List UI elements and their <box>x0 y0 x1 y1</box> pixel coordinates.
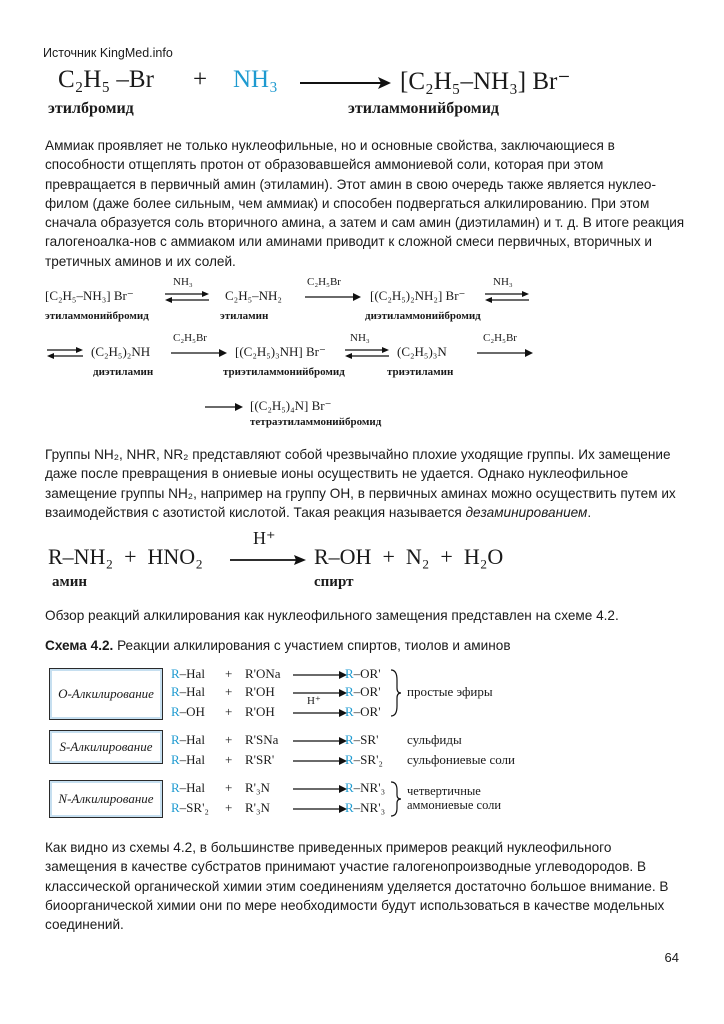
reaction-arrow <box>291 756 349 766</box>
s-alkylation-label: S-Алкилирование <box>59 739 153 754</box>
o-row1-reagent: R'ONa <box>245 666 281 681</box>
o-row2-plus: + <box>225 684 233 699</box>
n-row2-sub: –SR'₂ <box>179 800 209 815</box>
o-row3-pr: R <box>345 704 354 719</box>
n-row2-pr: R <box>345 800 354 815</box>
chain-r3-label: тетраэтиламмонийбромид <box>250 416 382 428</box>
chain-r2-c1: (C₂H₅)₂NH <box>91 344 151 359</box>
paragraph-1: Аммиак проявляет не только нуклеофильные, но и основные свойства, заключающиеся в способности отщеплять протон от образовавшейся аммониевой соли, которая при этом превращается в первичный амин (этиламин). Этот амин в свою очередь также является нуклео-филом (даже более сильным, чем аммиак) и способен подвергаться алкилированию. При этом сначала образуется соль вторичного амина, а затем и сам амин (диэтиламин) и т. д. В итоге реакция галогеноалка-нов с аммиаком или аминами приводит к сложной смеси первичных, вторичных и третичных аминов и их солей. <box>45 138 685 269</box>
equation-1 <box>48 62 648 124</box>
equation-2 <box>48 528 568 596</box>
chain-r2-reagent2: NH₃ <box>350 332 370 344</box>
eq1-label1: этилбромид <box>48 100 134 117</box>
chain-r1-c2: C₂H₅–NH₂ <box>225 288 282 303</box>
o-row2-reagent: R'OH <box>245 684 275 699</box>
eq2-label-amine: амин <box>52 574 88 590</box>
s-row1-product: –SR' <box>353 732 379 747</box>
source-line: Источник KingMed.info <box>43 46 173 60</box>
equilibrium-arrow <box>483 290 531 304</box>
n-alkylation-label: N-Алкилирование <box>58 791 154 806</box>
paragraph-4: Как видно из схемы 4.2, в большинстве приведенных примеров реакций нуклеофильного замещения в качестве субстратов принимают участие галогенопроизводные углеводородов. В классической органической химии этим соединениям уделяется достаточно большое внимание. В биоорганической химии они по мере необходимости будут использоваться в качестве модельных соединений. <box>45 840 669 933</box>
eq2-left: R–NH₂ + HNO₂ <box>48 544 203 569</box>
n-row2-product: –NR'₃ <box>353 800 386 815</box>
o-row3-catalyst: H⁺ <box>307 695 321 707</box>
chain-r1-label2: этиламин <box>220 310 269 322</box>
s-row2-r: R <box>171 752 180 767</box>
s-row2-sub: –Hal <box>179 752 205 767</box>
s-row2-product: –SR'₂ <box>353 752 383 767</box>
paragraph-2 <box>45 445 685 522</box>
o-row3-reagent: R'OH <box>245 704 275 719</box>
n-row1-product: –NR'₃ <box>353 780 386 795</box>
reaction-arrow <box>475 348 535 358</box>
equilibrium-arrow <box>163 290 211 304</box>
curly-brace <box>389 780 403 818</box>
n-row1-plus: + <box>225 780 233 795</box>
s-row1-sub: –Hal <box>179 732 205 747</box>
eq1-reactant2: NH₃ <box>233 66 278 93</box>
s-row2-reagent: R'SR' <box>245 752 275 767</box>
alkylation-chain-scheme <box>45 276 685 430</box>
o-alkylation-label: О-Алкилирование <box>58 686 154 701</box>
s-alkylation-box <box>49 730 163 764</box>
o-row1-pr: R <box>345 666 354 681</box>
s-row1-reagent: R'SNa <box>245 732 279 747</box>
n-row1-r: R <box>171 780 180 795</box>
curly-brace <box>389 668 403 718</box>
n-row1-pr: R <box>345 780 354 795</box>
reaction-arrow <box>169 348 229 358</box>
o-alkylation-box <box>49 668 163 720</box>
n-row2-plus: + <box>225 800 233 815</box>
paragraph-2-end: . <box>587 504 592 520</box>
n-alkylation-box <box>49 780 163 818</box>
page-number: 64 <box>664 950 679 965</box>
chain-r2-label2: триэтиламмонийбромид <box>223 366 345 378</box>
chain-r1-label1: этиламмонийбромид <box>45 310 149 322</box>
eq1-product: [C₂H₅–NH₃] Br⁻ <box>400 68 571 95</box>
eq1-arrow <box>298 76 393 90</box>
chain-r2-c2: [(C₂H₅)₃NH] Br⁻ <box>235 344 326 359</box>
chain-r1-label3: диэтиламмонийбромид <box>365 310 481 322</box>
s-row2-plus: + <box>225 752 233 767</box>
o-row2-pr: R <box>345 684 354 699</box>
reaction-arrow <box>291 708 349 718</box>
chain-r2-label3: триэтиламин <box>387 366 454 378</box>
o-row2-product: –OR' <box>353 684 381 699</box>
eq2-right: R–OH + N₂ + H₂O <box>314 544 504 569</box>
chain-r2-reagent3: C₂H₅Br <box>483 332 517 344</box>
chain-r1-c3: [(C₂H₅)₂NH₂] Br⁻ <box>370 288 466 303</box>
reaction-arrow <box>291 784 349 794</box>
scheme-4-2 <box>45 662 545 828</box>
reaction-arrow <box>291 670 349 680</box>
o-row3-r: R <box>171 704 180 719</box>
chain-r1-reagent3: NH₃ <box>493 276 513 288</box>
eq1-plus: + <box>193 66 208 93</box>
n-row2-r: R <box>171 800 180 815</box>
reaction-arrow <box>203 402 245 412</box>
scheme-title-rest: Реакции алкилирования с участием спиртов, тиолов и аминов <box>113 638 511 653</box>
reaction-arrow <box>291 736 349 746</box>
o-row1-r: R <box>171 666 180 681</box>
equilibrium-arrow <box>343 346 391 360</box>
o-row3-product: –OR' <box>353 704 381 719</box>
n-result: четвертичные аммониевые соли <box>407 784 502 812</box>
eq1-label2: этиламмонийбромид <box>348 100 500 117</box>
o-row1-product: –OR' <box>353 666 381 681</box>
o-row3-sub: –OH <box>179 704 205 719</box>
s-result-2: сульфониевые соли <box>407 752 515 767</box>
o-result: простые эфиры <box>407 684 493 699</box>
deamination-term: дезаминированием <box>465 504 588 520</box>
scheme-title-bold: Схема 4.2. <box>45 638 114 653</box>
o-row3-plus: + <box>225 704 233 719</box>
o-row1-plus: + <box>225 666 233 681</box>
chain-r2-reagent1: C₂H₅Br <box>173 332 207 344</box>
s-row1-plus: + <box>225 732 233 747</box>
reaction-arrow <box>291 804 349 814</box>
s-row1-r: R <box>171 732 180 747</box>
s-result-1: сульфиды <box>407 732 462 747</box>
o-row1-sub: –Hal <box>179 666 205 681</box>
chain-r1-reagent2: C₂H₅Br <box>307 276 341 288</box>
reaction-arrow <box>303 292 363 302</box>
s-row1-pr: R <box>345 732 354 747</box>
eq1-reactant1: C₂H₅ –Br <box>58 66 154 93</box>
n-row1-reagent: R'₃N <box>245 780 270 795</box>
n-row2-reagent: R'₃N <box>245 800 270 815</box>
s-row2-pr: R <box>345 752 354 767</box>
chain-r1-reagent1: NH₃ <box>173 276 193 288</box>
o-row2-sub: –Hal <box>179 684 205 699</box>
eq2-arrow <box>228 554 308 566</box>
chain-r3-c1: [(C₂H₅)₄N] Br⁻ <box>250 398 332 413</box>
eq2-label-alcohol: спирт <box>314 574 354 590</box>
chain-r2-label1: диэтиламин <box>93 366 154 378</box>
eq2-catalyst: H⁺ <box>253 528 276 548</box>
chain-r1-c1: [C₂H₅–NH₃] Br⁻ <box>45 288 134 303</box>
equilibrium-arrow <box>45 346 85 360</box>
chain-r2-c3: (C₂H₅)₃N <box>397 344 447 359</box>
n-row1-sub: –Hal <box>179 780 205 795</box>
paragraph-3: Обзор реакций алкилирования как нуклеофильного замещения представлен на схеме 4.2. <box>45 608 619 623</box>
paragraph-2-text: Группы NH₂, NHR, NR₂ представляют собой чрезвычайно плохие уходящие группы. Их замещение даже после превращения в ониевые ионы осуществить не удается. Однако нуклеофильное замещение группы NH₂, например на группу ОН, в первичных аминах можно осуществить путем их взаимодействия с азотистой кислотой. Такая реакция называется <box>45 447 676 520</box>
scheme-4-2-title <box>45 636 685 655</box>
o-row2-r: R <box>171 684 180 699</box>
